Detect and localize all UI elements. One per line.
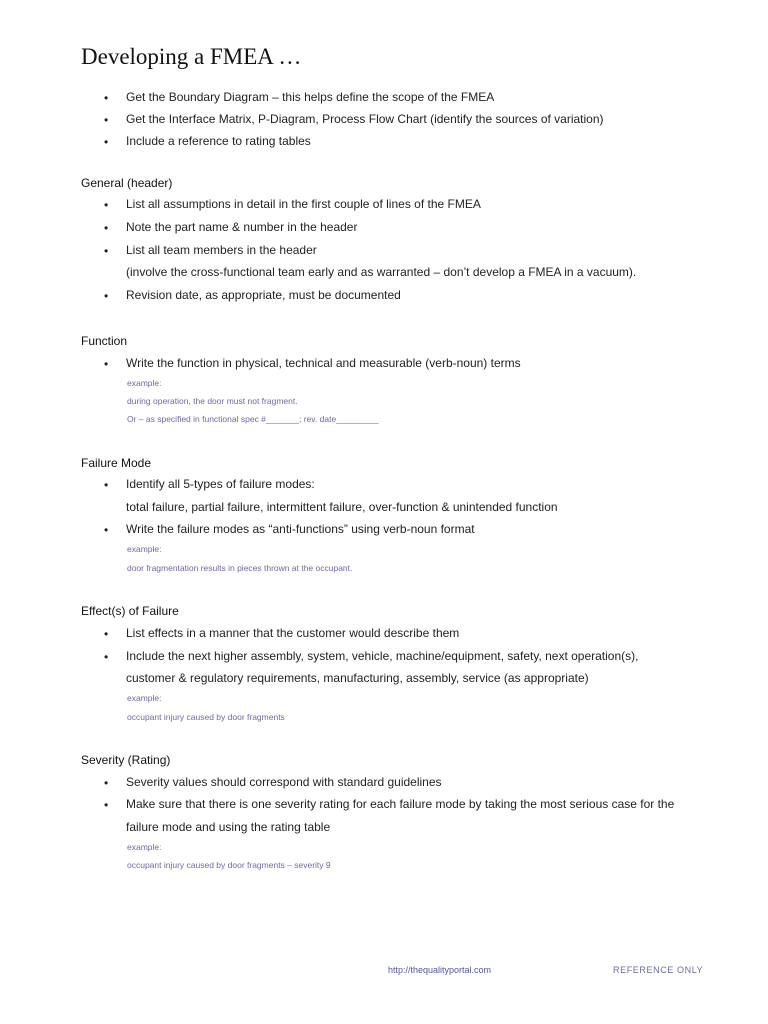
- general-item: Note the part name & number in the header: [126, 220, 358, 234]
- section-heading-effects: Effect(s) of Failure: [81, 604, 179, 618]
- example-text: occupant injury caused by door fragments: [127, 712, 285, 722]
- failure-mode-item: Identify all 5-types of failure modes:: [126, 477, 315, 491]
- severity-item: Make sure that there is one severity rating for each failure mode by taking the most serious case for the: [126, 797, 675, 811]
- page-title: Developing a FMEA …: [81, 44, 302, 69]
- bullet-icon: •: [104, 650, 109, 664]
- bullet-icon: •: [104, 478, 109, 492]
- section-heading-function: Function: [81, 334, 128, 348]
- function-item: Write the function in physical, technical and measurable (verb-noun) terms: [126, 356, 521, 370]
- example-label: example:: [127, 544, 162, 554]
- bullet-icon: •: [104, 627, 109, 641]
- section-heading-general: [81, 176, 172, 190]
- bullet-icon: •: [104, 798, 109, 812]
- bullet-icon: •: [104, 221, 109, 235]
- footer-reference-note: REFERENCE ONLY: [613, 965, 704, 975]
- example-label: example:: [127, 693, 162, 703]
- section-heading-severity: Severity (Rating): [81, 753, 171, 767]
- bullet-icon: •: [104, 357, 109, 371]
- heading-suffix: (header): [123, 176, 173, 190]
- example-label: example:: [127, 378, 162, 388]
- example-text: during operation, the door must not fragment.: [127, 396, 298, 406]
- example-text: occupant injury caused by door fragments – severity 9: [127, 860, 331, 870]
- severity-item-continued: failure mode and using the rating table: [126, 820, 331, 834]
- severity-item: Severity values should correspond with standard guidelines: [126, 775, 442, 789]
- intro-item: Get the Interface Matrix, P-Diagram, Process Flow Chart (identify the sources of variation): [126, 112, 604, 126]
- failure-mode-item: Write the failure modes as “anti-functions” using verb-noun format: [126, 522, 475, 536]
- general-item: List all team members in the header: [126, 243, 317, 257]
- effects-item: Include the next higher assembly, system, vehicle, machine/equipment, safety, next operation(s),: [126, 649, 639, 663]
- general-item: List all assumptions in detail in the first couple of lines of the FMEA: [126, 197, 481, 211]
- failure-mode-item-detail: total failure, partial failure, intermittent failure, over-function & unintended function: [126, 500, 558, 514]
- bullet-icon: •: [104, 135, 109, 149]
- bullet-icon: •: [104, 244, 109, 258]
- example-label: example:: [127, 842, 162, 852]
- bullet-icon: •: [104, 198, 109, 212]
- section-heading-failure-mode: Failure Mode: [81, 456, 152, 470]
- intro-item: Include a reference to rating tables: [126, 134, 311, 148]
- bullet-icon: •: [104, 91, 109, 105]
- example-text: door fragmentation results in pieces thrown at the occupant.: [127, 563, 353, 573]
- general-item: Revision date, as appropriate, must be documented: [126, 288, 401, 302]
- bullet-icon: •: [104, 289, 109, 303]
- footer-url-link[interactable]: http://thequalityportal.com: [388, 965, 492, 975]
- effects-item: List effects in a manner that the customer would describe them: [126, 626, 460, 640]
- bullet-icon: •: [104, 776, 109, 790]
- bullet-icon: •: [104, 523, 109, 537]
- effects-item-continued: customer & regulatory requirements, manufacturing, assembly, service (as appropriate): [126, 671, 589, 685]
- heading-text: General: [81, 176, 124, 190]
- example-text: Or – as specified in functional spec #_______; rev. date_________: [127, 414, 379, 424]
- intro-item: Get the Boundary Diagram – this helps define the scope of the FMEA: [126, 90, 495, 104]
- general-item-note: (involve the cross-functional team early and as warranted – don’t develop a FMEA in a vacuum).: [126, 265, 637, 279]
- bullet-icon: •: [104, 113, 109, 127]
